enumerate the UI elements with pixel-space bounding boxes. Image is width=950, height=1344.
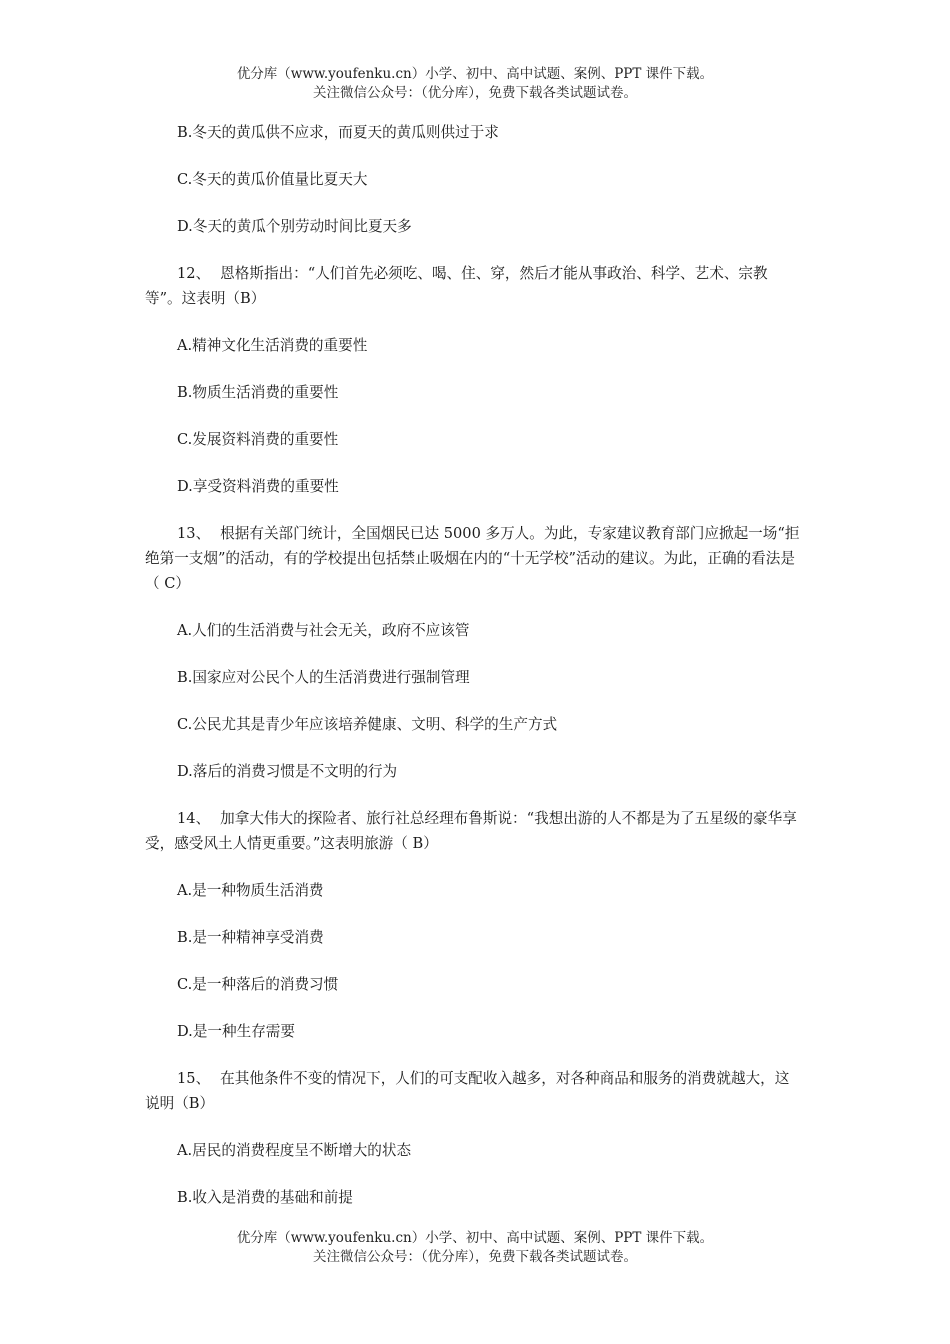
question-12 <box>145 261 800 311</box>
page-footer <box>0 1229 950 1267</box>
question-12-option-a: A.精神文化生活消费的重要性 <box>177 337 368 354</box>
question-13-option-d: D.落后的消费习惯是不文明的行为 <box>177 763 398 780</box>
question-12-option-c: C.发展资料消费的重要性 <box>177 431 339 448</box>
question-12-option-d: D.享受资料消费的重要性 <box>177 478 339 495</box>
question-text: 加拿大伟大的探险者、旅行社总经理布鲁斯说：“我想出游的人不都是为了五星级的豪华享受，感受风土人情更重要。”这表明旅游（ B） <box>145 810 797 852</box>
question-14-option-b: B.是一种精神享受消费 <box>177 929 324 946</box>
question-number: 14、 <box>177 810 211 827</box>
question-13-option-c: C.公民尤其是青少年应该培养健康、文明、科学的生产方式 <box>177 716 558 733</box>
question-text: 恩格斯指出：“人们首先必须吃、喝、住、穿，然后才能从事政治、科学、艺术、宗教等”。这表明（B） <box>145 265 768 307</box>
question-number: 13、 <box>177 525 211 542</box>
document-body <box>145 120 800 1232</box>
carryover-option-c: C.冬天的黄瓜价值量比夏天大 <box>177 171 368 188</box>
question-13-option-a: A.人们的生活消费与社会无关，政府不应该管 <box>177 622 470 639</box>
carryover-option-d: D.冬天的黄瓜个别劳动时间比夏天多 <box>177 218 412 235</box>
question-14-option-c: C.是一种落后的消费习惯 <box>177 976 339 993</box>
question-14 <box>145 806 800 856</box>
carryover-option-b: B.冬天的黄瓜供不应求，而夏天的黄瓜则供过于求 <box>177 124 499 141</box>
question-15-option-b: B.收入是消费的基础和前提 <box>177 1189 353 1206</box>
question-12-option-b: B.物质生活消费的重要性 <box>177 384 339 401</box>
question-14-option-d: D.是一种生存需要 <box>177 1023 295 1040</box>
question-14-option-a: A.是一种物质生活消费 <box>177 882 324 899</box>
question-13 <box>145 521 800 596</box>
question-15-option-a: A.居民的消费程度呈不断增大的状态 <box>177 1142 412 1159</box>
question-number: 12、 <box>177 265 211 282</box>
footer-line-1: 优分库（www.youfenku.cn）小学、初中、高中试题、案例、PPT 课件下载。 <box>236 1230 714 1246</box>
question-text: 在其他条件不变的情况下，人们的可支配收入越多，对各种商品和服务的消费就越大，这说明（B） <box>145 1070 790 1112</box>
question-number: 15、 <box>177 1070 211 1087</box>
header-line-2: 关注微信公众号：（优分库），免费下载各类试题试卷。 <box>313 85 637 101</box>
page-header <box>0 65 950 103</box>
header-line-1: 优分库（www.youfenku.cn）小学、初中、高中试题、案例、PPT 课件下载。 <box>236 66 714 82</box>
question-13-option-b: B.国家应对公民个人的生活消费进行强制管理 <box>177 669 470 686</box>
question-15 <box>145 1066 800 1116</box>
footer-line-2: 关注微信公众号：（优分库），免费下载各类试题试卷。 <box>313 1249 637 1265</box>
question-text: 根据有关部门统计，全国烟民已达 5000 多万人。为此，专家建议教育部门应掀起一场“拒绝第一支烟”的活动，有的学校提出包括禁止吸烟在内的“十无学校”活动的建议。为此，正确的看法是（ C） <box>145 525 800 592</box>
